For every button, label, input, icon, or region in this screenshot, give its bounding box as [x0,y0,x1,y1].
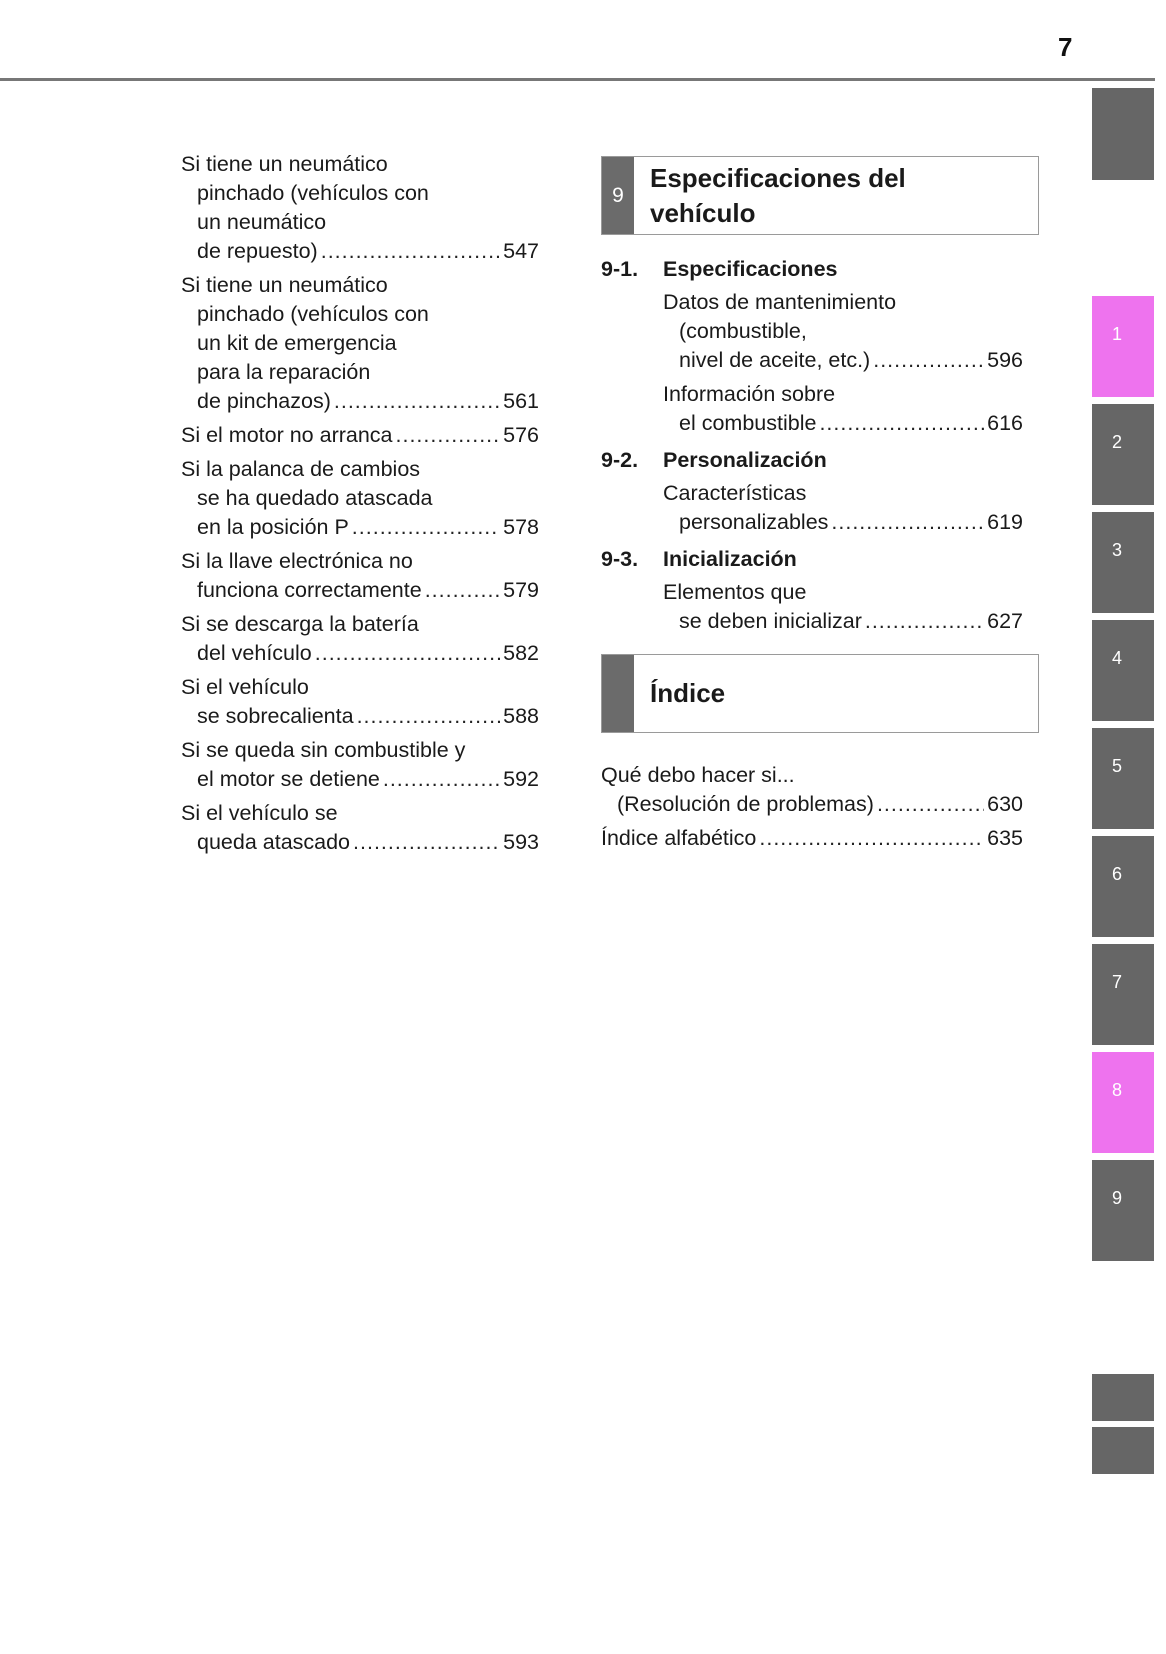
entry-text: un kit de emergencia [197,331,397,355]
side-tab-4[interactable] [1092,620,1154,721]
entry-text: queda atascado [197,830,351,854]
dot-leader [865,607,984,636]
entry-text: pinchado (vehículos con [197,302,429,326]
tab-label: 2 [1112,432,1123,452]
toc-entry[interactable] [181,421,539,450]
side-tab-top[interactable] [1092,88,1154,180]
side-tab-1[interactable] [1092,296,1154,397]
toc-entry[interactable] [181,547,539,605]
entry-text: Si la llave electrónica no [181,549,413,573]
dot-leader [759,824,984,853]
tab-label: 3 [1112,540,1123,560]
page-number: 7 [1058,32,1073,62]
toc-entry[interactable] [181,271,539,416]
entry-text: pinchado (vehículos con [197,181,429,205]
dot-leader [321,237,500,266]
page-ref[interactable]: 630 [987,792,1023,816]
page-ref[interactable]: 561 [503,389,539,413]
entry-text: Si tiene un neumático [181,152,388,176]
entry-text: nivel de aceite, etc.) [679,348,871,372]
page-ref[interactable]: 547 [503,239,539,263]
toc-entry[interactable] [663,578,1023,636]
page-ref[interactable]: 619 [987,510,1023,534]
page-ref[interactable]: 593 [503,830,539,854]
entry-text: Si se queda sin combustible y [181,738,466,762]
section-title-line: vehículo [650,197,756,228]
entry-text: Información sobre [663,382,836,406]
entry-text: Elementos que [663,580,807,604]
dot-leader [383,765,500,794]
toc-entry[interactable] [181,455,539,542]
right-column [601,156,1039,858]
tab-label: 1 [1112,324,1123,344]
header-rule [0,78,1155,81]
entry-text: del vehículo [197,641,312,665]
dot-leader [877,790,984,819]
entry-text: (Resolución de problemas) [617,792,874,816]
side-tab-2[interactable] [1092,404,1154,505]
side-tab-6[interactable] [1092,836,1154,937]
tab-label: 8 [1112,1080,1123,1100]
section-title: Índice [650,678,726,708]
side-tab-8[interactable] [1092,1052,1154,1153]
subsection-number: 9-2. [601,448,639,472]
page-ref[interactable]: 582 [503,641,539,665]
page-ref[interactable]: 592 [503,767,539,791]
subsection-title: Inicialización [663,547,797,571]
entry-text: Si se descarga la batería [181,612,419,636]
entry-text: para la reparación [197,360,371,384]
entry-text: Datos de mantenimiento [663,290,897,314]
left-column [181,150,539,862]
subsection-heading[interactable] [601,255,1039,284]
toc-entry[interactable] [181,610,539,668]
entry-text: Características [663,481,807,505]
section-title-line: Especificaciones del [650,162,906,193]
subsection-9-3 [601,545,1039,636]
subsection-title: Especificaciones [663,257,838,281]
entry-text: se ha quedado atascada [197,486,433,510]
entry-text: se sobrecalienta [197,704,354,728]
dot-leader [819,409,984,438]
dot-leader [352,513,500,542]
subsection-heading[interactable] [601,446,1039,475]
page-ref[interactable]: 635 [987,826,1023,850]
subsection-heading[interactable] [601,545,1039,574]
entry-text: (combustible, [679,319,807,343]
subsection-9-2 [601,446,1039,537]
dot-leader [357,702,501,731]
indice-header[interactable] [601,654,1039,733]
side-tab-5[interactable] [1092,728,1154,829]
side-tab-extra[interactable] [1092,1374,1154,1421]
page-ref[interactable]: 588 [503,704,539,728]
dot-leader [315,639,500,668]
entry-text: Qué debo hacer si... [601,763,795,787]
page-ref[interactable]: 596 [987,348,1023,372]
page-ref[interactable]: 579 [503,578,539,602]
tab-label: 9 [1112,1188,1123,1208]
dot-leader [396,421,501,450]
side-tab-9[interactable] [1092,1160,1154,1261]
page-ref[interactable]: 627 [987,609,1023,633]
subsection-title: Personalización [663,448,827,472]
toc-entry[interactable] [181,736,539,794]
entry-text: Si el vehículo se [181,801,338,825]
toc-entry[interactable] [181,673,539,731]
toc-entry[interactable] [663,380,1023,438]
entry-text: un neumático [197,210,327,234]
dot-leader [334,387,500,416]
subsection-number: 9-1. [601,257,639,281]
dot-leader [831,508,984,537]
page-ref[interactable]: 578 [503,515,539,539]
toc-entry[interactable] [181,799,539,857]
dot-leader [353,828,500,857]
toc-entry[interactable] [601,761,1023,819]
subsection-9-1 [601,255,1039,438]
entry-text: Si el vehículo [181,675,309,699]
page-ref[interactable]: 576 [503,423,539,447]
side-tab-7[interactable] [1092,944,1154,1045]
side-tab-extra[interactable] [1092,1427,1154,1474]
toc-entry[interactable] [181,150,539,266]
entry-text: personalizables [679,510,829,534]
toc-entry[interactable] [601,824,1023,853]
entry-text: Si tiene un neumático [181,273,388,297]
section-title [634,157,906,234]
entry-text: de pinchazos) [197,389,331,413]
tab-label: 4 [1112,648,1123,668]
entry-text: de repuesto) [197,239,318,263]
entry-text: funciona correctamente [197,578,422,602]
side-tab-3[interactable] [1092,512,1154,613]
section-number-chip: 9 [602,157,634,234]
section-chip [602,655,634,732]
dot-leader [873,346,984,375]
entry-text: en la posición P [197,515,349,539]
dot-leader [425,576,500,605]
entry-text: el combustible [679,411,817,435]
toc-entry[interactable] [663,288,1023,375]
page-ref[interactable]: 616 [987,411,1023,435]
tab-label: 6 [1112,864,1123,884]
entry-text: Si la palanca de cambios [181,457,421,481]
indice-list [601,761,1023,853]
entry-text: se deben inicializar [679,609,862,633]
toc-entry[interactable] [663,479,1023,537]
section-9-header[interactable] [601,156,1039,235]
entry-text: Si el motor no arranca [181,423,393,447]
tab-label: 7 [1112,972,1123,992]
entry-text: Índice alfabético [601,826,757,850]
tab-label: 5 [1112,756,1123,776]
subsection-number: 9-3. [601,547,639,571]
entry-text: el motor se detiene [197,767,380,791]
